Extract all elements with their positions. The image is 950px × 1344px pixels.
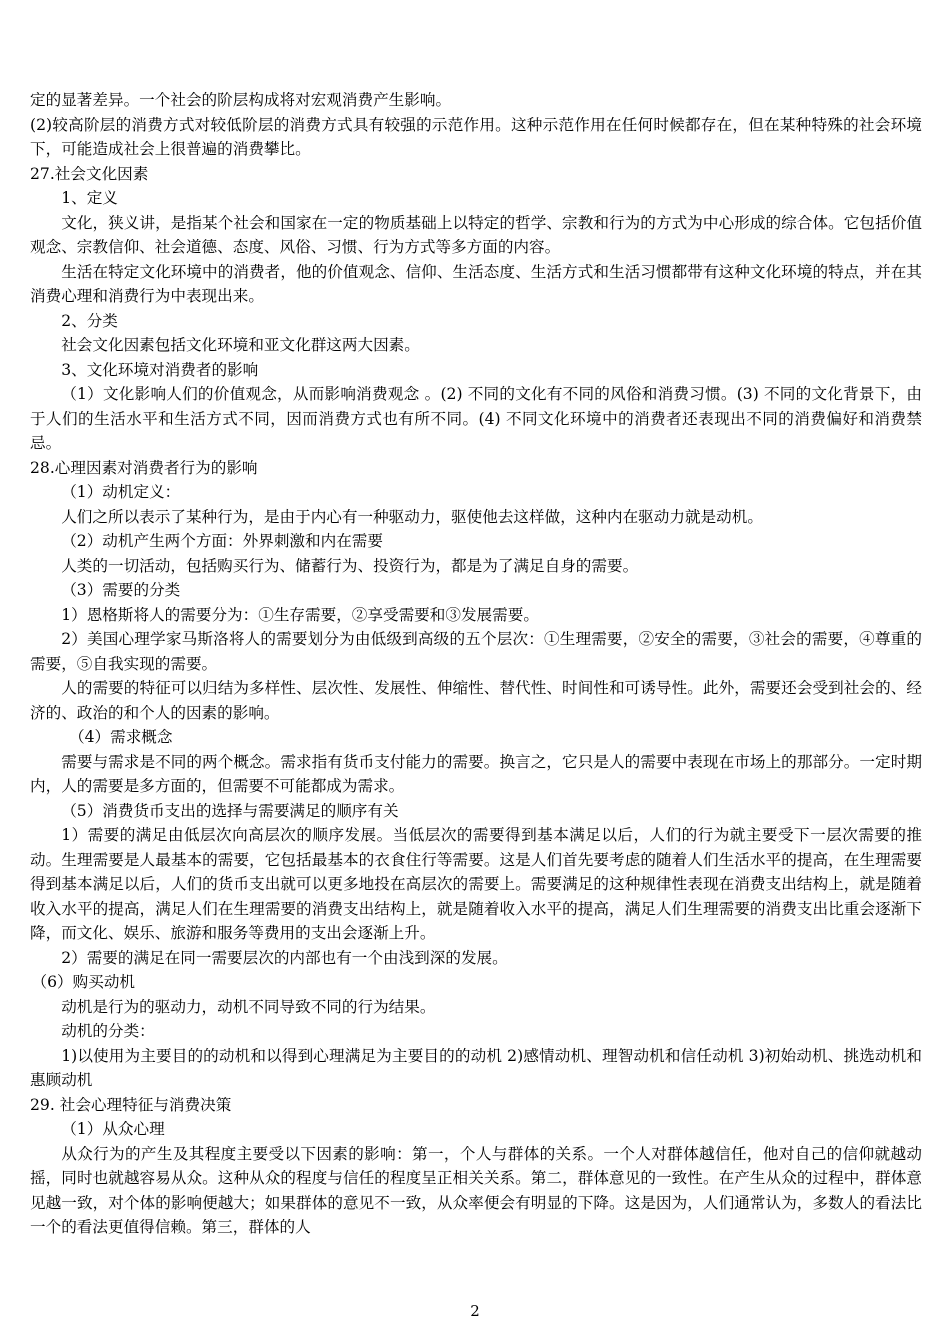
paragraph: 社会文化因素包括文化环境和亚文化群这两大因素。 — [61, 336, 420, 354]
paragraph: 人类的一切活动，包括购买行为、储蓄行为、投资行为，都是为了满足自身的需要。 — [61, 556, 639, 575]
section-heading-28: 28.心理因素对消费者行为的影响 — [30, 458, 258, 477]
section-heading-27: 27.社会文化因素 — [30, 164, 149, 183]
paragraph: 从众行为的产生及其程度主要受以下因素的影响：第一，个人与群体的关系。一个人对群体越信任，他对自己的信仰就越动摇，同时也就越容易从众。这种从众的程度与信任的程度呈正相关关系。第二，群体意见的一致性。在产生从众的过程中，群体意见越一致，对个体的影响便越大；如果群体的意见不一致，从众率便会有明显的下降。这是因为，人们通常认为，多数人的看法比一个的看法更值得信赖。第三，群体的人 — [30, 1144, 922, 1236]
subheading: 1、定义 — [61, 189, 118, 207]
paragraph: （1）文化影响人们的价值观念，从而影响消费观念 。(2) 不同的文化有不同的风俗和消费习惯。(3) 不同的文化背景下，由于人们的生活水平和生活方式不同，因而消费方式也有所不同。(4) 不同文化环境中的消费者还表现出不同的消费偏好和消费禁忌。 — [30, 385, 922, 452]
paragraph: 1)以使用为主要目的的动机和以得到心理满足为主要目的的动机 2)感情动机、理智动机和信任动机 3)初始动机、挑选动机和惠顾动机 — [30, 1046, 922, 1089]
subheading: 3、文化环境对消费者的影响 — [61, 360, 259, 379]
paragraph: 需要与需求是不同的两个概念。需求指有货币支付能力的需要。换言之，它只是人的需要中表现在市场上的那部分。一定时期内，人的需要是多方面的，但需要不可能都成为需求。 — [30, 752, 922, 795]
paragraph: 生活在特定文化环境中的消费者，他的价值观念、信仰、生活态度、生活方式和生活习惯都带有这种文化环境的特点，并在其消费心理和消费行为中表现出来。 — [30, 262, 922, 305]
paragraph: 1）需要的满足由低层次向高层次的顺序发展。当低层次的需要得到基本满足以后，人们的行为就主要受下一层次需要的推动。生理需要是人最基本的需要，它包括最基本的衣食住行等需要。这是人们首先要考虑的随着人们生活水平的提高，在生理需要得到基本满足以后，人们的货币支出就可以更多地投在高层次的需要上。需要满足的这种规律性表现在消费支出结构上，就是随着收入水平的提高，满足人们在生理需要的消费支出结构上，就是随着收入水平的提高，满足人们生理需要的消费支出比重会逐渐下降，而文化、娱乐、旅游和服务等费用的支出会逐渐上升。 — [30, 826, 922, 942]
paragraph: (2)较高阶层的消费方式对较低阶层的消费方式具有较强的示范作用。这种示范作用在任何时候都存在，但在某种特殊的社会环境下，可能造成社会上很普遍的消费攀比。 — [30, 115, 922, 158]
subheading: （1）动机定义： — [61, 483, 181, 501]
subheading: （1）从众心理 — [61, 1120, 165, 1138]
paragraph: 人们之所以表示了某种行为，是由于内心有一种驱动力，驱使他去这样做，这种内在驱动力就是动机。 — [61, 507, 763, 526]
subheading: （2）动机产生两个方面：外界刺激和内在需要 — [61, 532, 383, 550]
paragraph: 定的显著差异。一个社会的阶层构成将对宏观消费产生影响。 — [30, 91, 452, 109]
paragraph: 人的需要的特征可以归结为多样性、层次性、发展性、伸缩性、替代性、时间性和可诱导性。此外，需要还会受到社会的、经济的、政治的和个人的因素的影响。 — [30, 679, 922, 722]
paragraph: 2）需要的满足在同一需要层次的内部也有一个由浅到深的发展。 — [61, 948, 508, 967]
paragraph: 动机是行为的驱动力，动机不同导致不同的行为结果。 — [61, 997, 436, 1016]
page-number: 2 — [470, 1302, 480, 1320]
paragraph: 文化，狭义讲，是指某个社会和国家在一定的物质基础上以特定的哲学、宗教和行为的方式为中心形成的综合体。它包括价值观念、宗教信仰、社会道德、态度、风俗、习惯、行为方式等多方面的内容。 — [30, 213, 922, 256]
section-heading-29: 29. 社会心理特征与消费决策 — [30, 1095, 232, 1114]
subheading: 2、分类 — [61, 311, 118, 330]
subheading: （4）需求概念 — [69, 728, 173, 746]
subheading: （5）消费货币支出的选择与需要满足的顺序有关 — [61, 801, 399, 820]
paragraph: 动机的分类： — [61, 1022, 155, 1040]
paragraph: 1）恩格斯将人的需要分为：①生存需要，②享受需要和③发展需要。 — [61, 605, 539, 624]
subheading: （6）购买动机 — [31, 973, 136, 991]
document-body — [30, 88, 922, 1240]
subheading: （3）需要的分类 — [61, 581, 181, 599]
paragraph: 2）美国心理学家马斯洛将人的需要划分为由低级到高级的五个层次：①生理需要，②安全的需要，③社会的需要，④尊重的需要，⑤自我实现的需要。 — [30, 630, 922, 673]
